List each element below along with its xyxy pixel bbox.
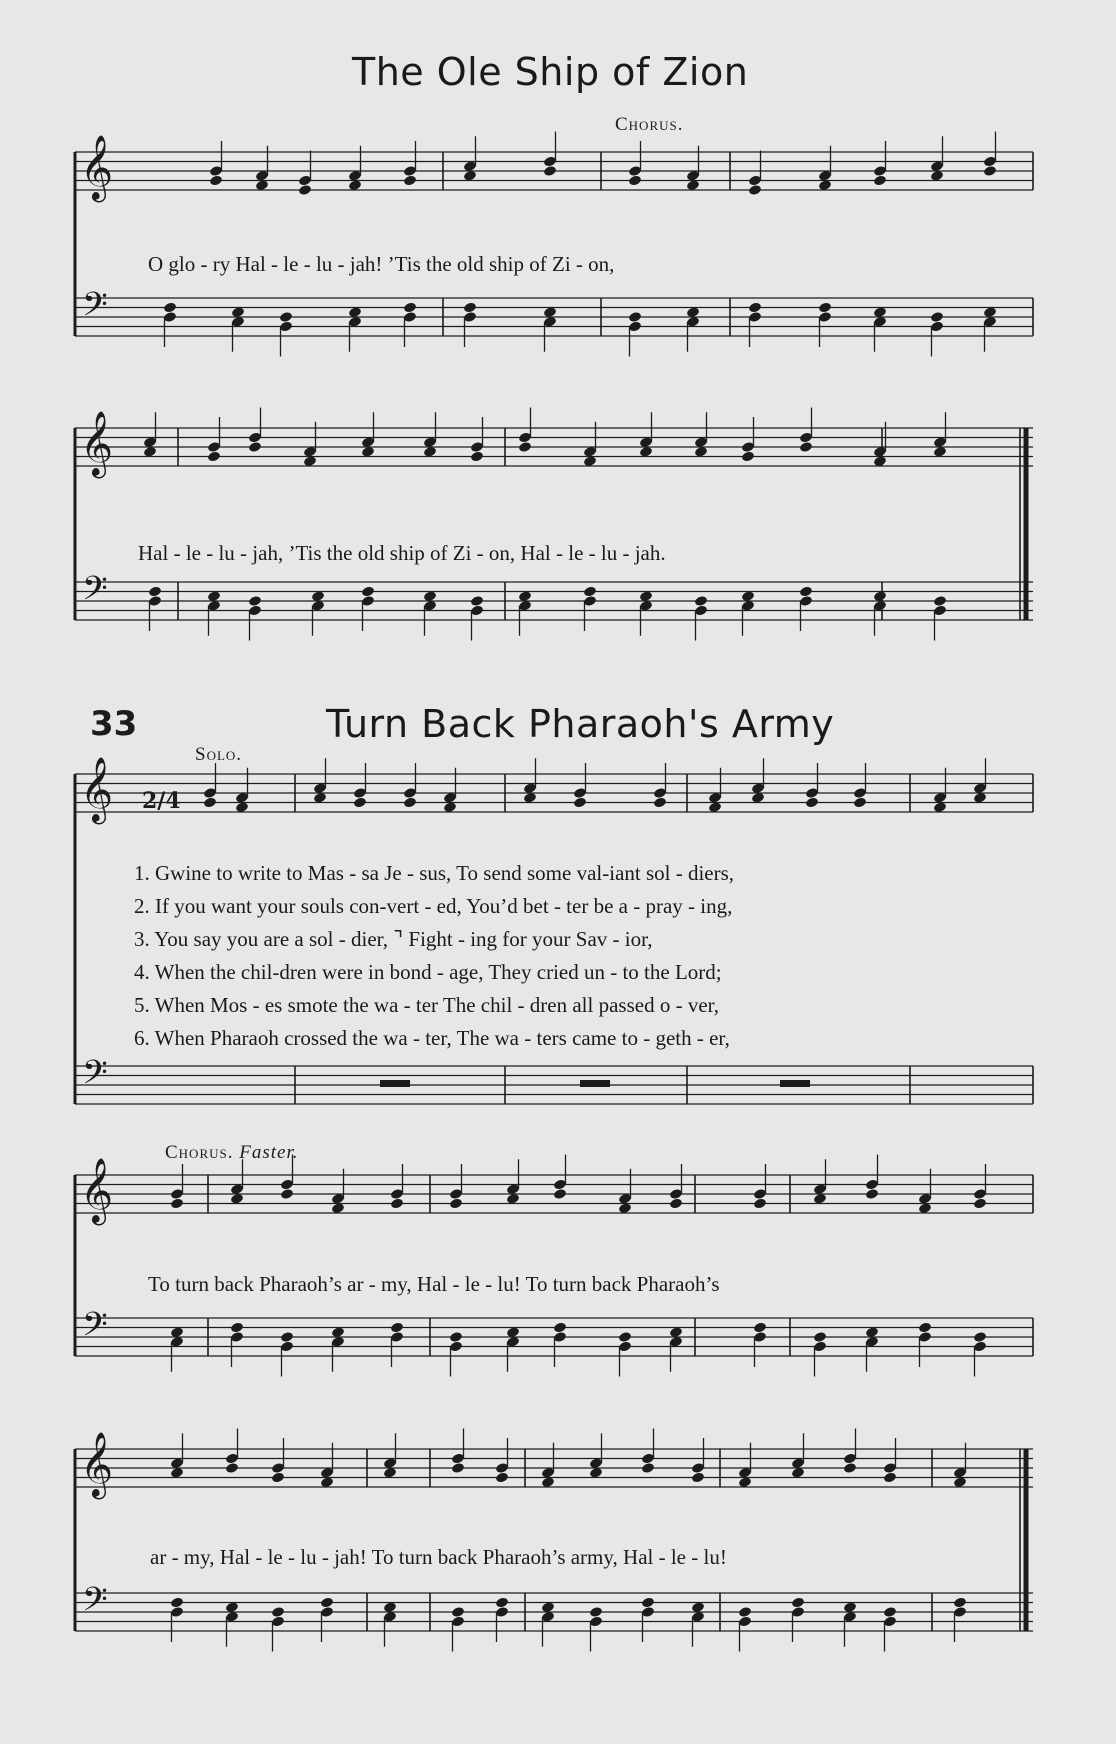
note-head: [209, 175, 223, 187]
note-head: [843, 1462, 857, 1474]
note-head: [883, 1606, 897, 1618]
note-head: [691, 1472, 705, 1484]
note-head: [738, 1606, 752, 1618]
note-head: [553, 1322, 567, 1334]
whole-rest-icon: [380, 1080, 410, 1087]
note-head: [403, 175, 417, 187]
note-head: [553, 1188, 567, 1200]
chorus-lyrics-line: To turn back Pharaoh’s ar - my, Hal - le - lu! To turn back Pharaoh’s: [148, 1272, 720, 1296]
note-head: [518, 441, 532, 453]
note-head: [495, 1597, 509, 1609]
chorus-label: Chorus.: [615, 114, 684, 135]
whole-rest-icon: [780, 1080, 810, 1087]
note-head: [953, 1597, 967, 1609]
note-head: [320, 1597, 334, 1609]
note-head: [589, 1606, 603, 1618]
note-head: [583, 586, 597, 598]
note-head: [853, 797, 867, 809]
note-head: [918, 1322, 932, 1334]
note-head: [470, 451, 484, 463]
note-head: [463, 302, 477, 314]
note-head: [543, 165, 557, 177]
chorus-label: Chorus.: [165, 1142, 234, 1163]
verse-line: 3. You say you are a sol - dier, ⌝ Fight - ing for your Sav - ior,: [134, 927, 653, 951]
note-head: [930, 311, 944, 323]
verse-line: 2. If you want your souls con-vert - ed, You’d bet - ter be a - pray - ing,: [134, 894, 733, 918]
note-head: [973, 1331, 987, 1343]
hymn-number: 33: [90, 704, 138, 744]
note-head: [248, 441, 262, 453]
song-title-ole-ship-of-zion: The Ole Ship of Zion: [352, 50, 749, 94]
note-head: [248, 595, 262, 607]
note-head: [628, 311, 642, 323]
note-head: [573, 797, 587, 809]
whole-rest-icon: [580, 1080, 610, 1087]
note-head: [470, 595, 484, 607]
note-head: [973, 1198, 987, 1210]
note-head: [225, 1462, 239, 1474]
note-head: [694, 595, 708, 607]
note-head: [873, 175, 887, 187]
time-signature: 2/4: [142, 788, 181, 814]
note-head: [390, 1322, 404, 1334]
note-head: [883, 1472, 897, 1484]
note-head: [813, 1331, 827, 1343]
treble-clef-icon: 𝄞: [80, 135, 114, 200]
note-head: [230, 1322, 244, 1334]
note-head: [818, 302, 832, 314]
verse-line: 4. When the chil-dren were in bond - age, They cried un - to the Lord;: [134, 960, 722, 984]
note-head: [449, 1331, 463, 1343]
verse-line: 1. Gwine to write to Mas - sa Je - sus, To send some val-iant sol - diers,: [134, 861, 735, 885]
note-head: [170, 1198, 184, 1210]
note-head: [280, 1331, 294, 1343]
note-head: [799, 441, 813, 453]
treble-clef-icon: 𝄞: [80, 1432, 114, 1497]
bass-clef-icon: 𝄢: [82, 286, 108, 332]
note-head: [279, 311, 293, 323]
note-head: [353, 797, 367, 809]
treble-clef-icon: 𝄞: [80, 757, 114, 822]
note-head: [753, 1322, 767, 1334]
note-head: [753, 1198, 767, 1210]
note-head: [628, 175, 642, 187]
note-head: [451, 1606, 465, 1618]
note-head: [741, 451, 755, 463]
song-title-turn-back-pharaohs-army: Turn Back Pharaoh's Army: [326, 702, 835, 746]
lyrics-line: O glo - ry Hal - le - lu - jah! ’Tis the old ship of Zi - on,: [148, 252, 615, 276]
treble-clef-icon: 𝄞: [80, 411, 114, 476]
note-head: [390, 1198, 404, 1210]
note-head: [451, 1462, 465, 1474]
note-head: [403, 797, 417, 809]
tempo-marking: Faster.: [239, 1142, 299, 1163]
note-head: [748, 184, 762, 196]
verse-line: 5. When Mos - es smote the wa - ter The chil - dren all passed o - ver,: [134, 993, 720, 1017]
note-head: [361, 586, 375, 598]
note-head: [271, 1472, 285, 1484]
note-head: [669, 1198, 683, 1210]
bass-clef-icon: 𝄢: [82, 1054, 108, 1100]
note-head: [791, 1597, 805, 1609]
note-head: [271, 1606, 285, 1618]
lyrics-line: Hal - le - lu - jah, ’Tis the old ship of Zi - on, Hal - le - lu - jah.: [138, 541, 666, 565]
note-head: [170, 1597, 184, 1609]
note-head: [618, 1331, 632, 1343]
note-head: [933, 595, 947, 607]
bass-clef-icon: 𝄢: [82, 1306, 108, 1352]
note-head: [748, 302, 762, 314]
note-head: [203, 797, 217, 809]
note-head: [449, 1198, 463, 1210]
note-head: [641, 1462, 655, 1474]
note-head: [148, 586, 162, 598]
verse-line: 6. When Pharaoh crossed the wa - ter, The wa - ters came to - geth - er,: [134, 1026, 730, 1050]
bass-clef-icon: 𝄢: [82, 570, 108, 616]
note-head: [495, 1472, 509, 1484]
note-head: [641, 1597, 655, 1609]
bass-clef-icon: 𝄢: [82, 1581, 108, 1627]
note-head: [805, 797, 819, 809]
note-head: [298, 184, 312, 196]
note-head: [983, 165, 997, 177]
note-head: [280, 1188, 294, 1200]
chorus-lyrics-line: ar - my, Hal - le - lu - jah! To turn back Pharaoh’s army, Hal - le - lu!: [150, 1545, 727, 1569]
note-head: [865, 1188, 879, 1200]
note-head: [207, 451, 221, 463]
note-head: [653, 797, 667, 809]
note-head: [799, 586, 813, 598]
note-head: [403, 302, 417, 314]
note-head: [163, 302, 177, 314]
treble-clef-icon: 𝄞: [80, 1158, 114, 1223]
solo-label: Solo.: [195, 744, 243, 765]
